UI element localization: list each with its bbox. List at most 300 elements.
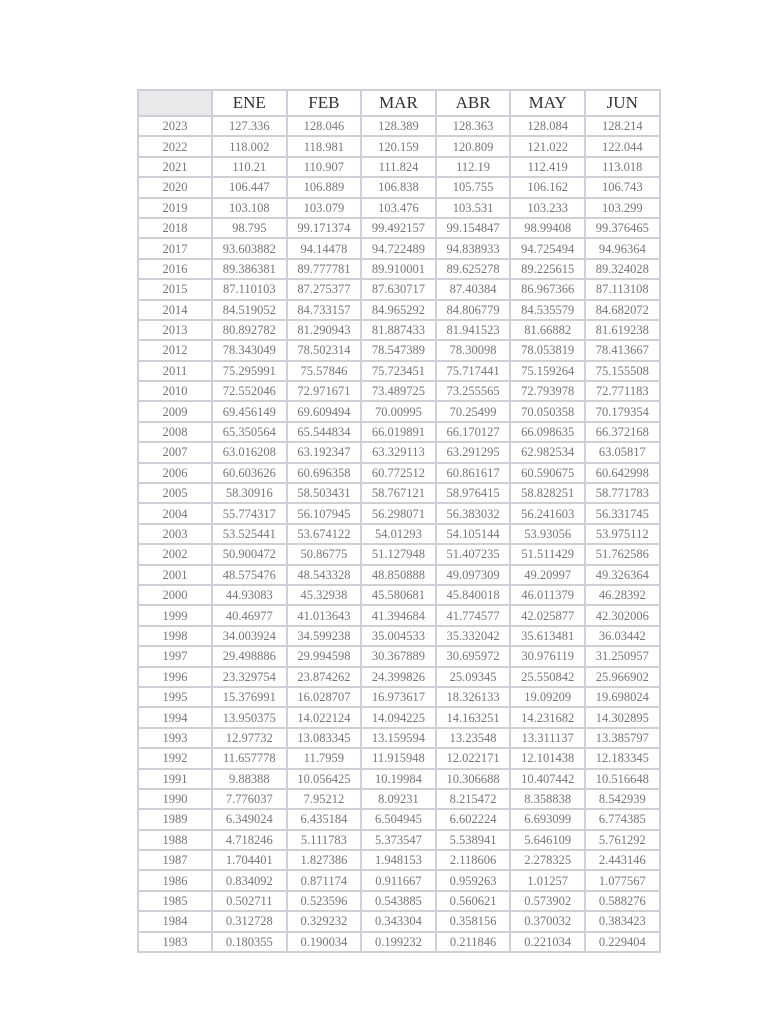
value-cell: 25.966902 bbox=[585, 667, 660, 687]
value-cell: 2.443146 bbox=[585, 850, 660, 870]
year-cell: 2007 bbox=[138, 442, 212, 462]
value-cell: 44.93083 bbox=[212, 585, 287, 605]
value-cell: 46.28392 bbox=[585, 585, 660, 605]
value-cell: 19.698024 bbox=[585, 687, 660, 707]
year-cell: 2005 bbox=[138, 483, 212, 503]
value-cell: 121.022 bbox=[510, 136, 585, 156]
value-cell: 60.696358 bbox=[287, 463, 362, 483]
value-cell: 70.179354 bbox=[585, 401, 660, 421]
value-cell: 63.192347 bbox=[287, 442, 362, 462]
value-cell: 63.329113 bbox=[361, 442, 436, 462]
value-cell: 120.159 bbox=[361, 136, 436, 156]
table-row bbox=[138, 401, 660, 421]
value-cell: 5.538941 bbox=[436, 830, 511, 850]
value-cell: 49.326364 bbox=[585, 565, 660, 585]
value-cell: 10.407442 bbox=[510, 769, 585, 789]
year-cell: 1993 bbox=[138, 728, 212, 748]
value-cell: 13.385797 bbox=[585, 728, 660, 748]
year-cell: 1998 bbox=[138, 626, 212, 646]
value-cell: 29.994598 bbox=[287, 646, 362, 666]
column-header-may: MAY bbox=[510, 90, 585, 116]
value-cell: 72.552046 bbox=[212, 381, 287, 401]
value-cell: 50.86775 bbox=[287, 544, 362, 564]
value-cell: 128.084 bbox=[510, 116, 585, 136]
value-cell: 87.113108 bbox=[585, 279, 660, 299]
year-cell: 2001 bbox=[138, 565, 212, 585]
value-cell: 8.542939 bbox=[585, 789, 660, 809]
value-cell: 60.603626 bbox=[212, 463, 287, 483]
value-cell: 63.05817 bbox=[585, 442, 660, 462]
value-cell: 69.456149 bbox=[212, 401, 287, 421]
value-cell: 70.25499 bbox=[436, 401, 511, 421]
value-cell: 41.774577 bbox=[436, 605, 511, 625]
value-cell: 105.755 bbox=[436, 177, 511, 197]
value-cell: 60.590675 bbox=[510, 463, 585, 483]
value-cell: 98.99408 bbox=[510, 218, 585, 238]
value-cell: 84.682072 bbox=[585, 300, 660, 320]
value-cell: 128.363 bbox=[436, 116, 511, 136]
value-cell: 0.573902 bbox=[510, 891, 585, 911]
value-cell: 103.079 bbox=[287, 198, 362, 218]
table-row bbox=[138, 320, 660, 340]
value-cell: 0.199232 bbox=[361, 932, 436, 952]
value-cell: 1.704401 bbox=[212, 850, 287, 870]
value-cell: 0.329232 bbox=[287, 911, 362, 931]
value-cell: 10.056425 bbox=[287, 769, 362, 789]
value-cell: 12.183345 bbox=[585, 748, 660, 768]
table-row bbox=[138, 565, 660, 585]
value-cell: 66.170127 bbox=[436, 422, 511, 442]
value-cell: 14.231682 bbox=[510, 707, 585, 727]
table-row bbox=[138, 442, 660, 462]
value-cell: 50.900472 bbox=[212, 544, 287, 564]
value-cell: 63.016208 bbox=[212, 442, 287, 462]
table-row bbox=[138, 218, 660, 238]
value-cell: 16.973617 bbox=[361, 687, 436, 707]
value-cell: 46.011379 bbox=[510, 585, 585, 605]
value-cell: 30.695972 bbox=[436, 646, 511, 666]
value-cell: 7.776037 bbox=[212, 789, 287, 809]
value-cell: 98.795 bbox=[212, 218, 287, 238]
value-cell: 127.336 bbox=[212, 116, 287, 136]
table-row bbox=[138, 422, 660, 442]
value-cell: 89.910001 bbox=[361, 259, 436, 279]
table-row bbox=[138, 911, 660, 931]
value-cell: 56.241603 bbox=[510, 503, 585, 523]
table-row bbox=[138, 891, 660, 911]
value-cell: 23.329754 bbox=[212, 667, 287, 687]
value-cell: 49.20997 bbox=[510, 565, 585, 585]
value-cell: 24.399826 bbox=[361, 667, 436, 687]
value-cell: 103.299 bbox=[585, 198, 660, 218]
value-cell: 94.838933 bbox=[436, 238, 511, 258]
table-row bbox=[138, 279, 660, 299]
year-cell: 2021 bbox=[138, 157, 212, 177]
value-cell: 75.57846 bbox=[287, 361, 362, 381]
value-cell: 35.332042 bbox=[436, 626, 511, 646]
value-cell: 60.861617 bbox=[436, 463, 511, 483]
year-cell: 2002 bbox=[138, 544, 212, 564]
value-cell: 63.291295 bbox=[436, 442, 511, 462]
table-header bbox=[138, 90, 660, 116]
value-cell: 106.743 bbox=[585, 177, 660, 197]
value-cell: 16.028707 bbox=[287, 687, 362, 707]
value-cell: 84.965292 bbox=[361, 300, 436, 320]
value-cell: 89.386381 bbox=[212, 259, 287, 279]
value-cell: 53.525441 bbox=[212, 524, 287, 544]
value-cell: 0.911667 bbox=[361, 870, 436, 890]
table-row bbox=[138, 850, 660, 870]
value-cell: 45.580681 bbox=[361, 585, 436, 605]
value-cell: 78.547389 bbox=[361, 340, 436, 360]
value-cell: 18.326133 bbox=[436, 687, 511, 707]
value-cell: 1.01257 bbox=[510, 870, 585, 890]
value-cell: 45.840018 bbox=[436, 585, 511, 605]
value-cell: 10.516648 bbox=[585, 769, 660, 789]
year-cell: 1985 bbox=[138, 891, 212, 911]
year-cell: 1986 bbox=[138, 870, 212, 890]
value-cell: 54.01293 bbox=[361, 524, 436, 544]
value-cell: 75.295991 bbox=[212, 361, 287, 381]
value-cell: 99.492157 bbox=[361, 218, 436, 238]
value-cell: 14.094225 bbox=[361, 707, 436, 727]
value-cell: 0.343304 bbox=[361, 911, 436, 931]
value-cell: 110.21 bbox=[212, 157, 287, 177]
value-cell: 6.774385 bbox=[585, 809, 660, 829]
year-cell: 2008 bbox=[138, 422, 212, 442]
value-cell: 12.97732 bbox=[212, 728, 287, 748]
value-cell: 30.976119 bbox=[510, 646, 585, 666]
table-row bbox=[138, 177, 660, 197]
value-cell: 34.003924 bbox=[212, 626, 287, 646]
table-row bbox=[138, 626, 660, 646]
value-cell: 0.560621 bbox=[436, 891, 511, 911]
table-row bbox=[138, 769, 660, 789]
table-row bbox=[138, 259, 660, 279]
year-cell: 1987 bbox=[138, 850, 212, 870]
value-cell: 8.215472 bbox=[436, 789, 511, 809]
value-cell: 45.32938 bbox=[287, 585, 362, 605]
value-cell: 94.725494 bbox=[510, 238, 585, 258]
table-row bbox=[138, 687, 660, 707]
value-cell: 6.693099 bbox=[510, 809, 585, 829]
year-cell: 1983 bbox=[138, 932, 212, 952]
table-row bbox=[138, 157, 660, 177]
value-cell: 35.613481 bbox=[510, 626, 585, 646]
value-cell: 0.588276 bbox=[585, 891, 660, 911]
column-header-ene: ENE bbox=[212, 90, 287, 116]
value-cell: 11.915948 bbox=[361, 748, 436, 768]
year-cell: 1988 bbox=[138, 830, 212, 850]
table-body bbox=[138, 116, 660, 952]
value-cell: 19.09209 bbox=[510, 687, 585, 707]
value-cell: 73.255565 bbox=[436, 381, 511, 401]
value-cell: 56.331745 bbox=[585, 503, 660, 523]
value-cell: 42.025877 bbox=[510, 605, 585, 625]
value-cell: 87.630717 bbox=[361, 279, 436, 299]
value-cell: 12.022171 bbox=[436, 748, 511, 768]
value-cell: 75.155508 bbox=[585, 361, 660, 381]
value-cell: 120.809 bbox=[436, 136, 511, 156]
value-cell: 15.376991 bbox=[212, 687, 287, 707]
value-cell: 62.982534 bbox=[510, 442, 585, 462]
value-cell: 53.674122 bbox=[287, 524, 362, 544]
value-cell: 103.476 bbox=[361, 198, 436, 218]
value-cell: 93.603882 bbox=[212, 238, 287, 258]
value-cell: 78.413667 bbox=[585, 340, 660, 360]
table-row bbox=[138, 748, 660, 768]
value-cell: 49.097309 bbox=[436, 565, 511, 585]
year-cell: 1997 bbox=[138, 646, 212, 666]
table-row bbox=[138, 544, 660, 564]
value-cell: 0.180355 bbox=[212, 932, 287, 952]
table-row bbox=[138, 116, 660, 136]
value-cell: 6.602224 bbox=[436, 809, 511, 829]
table-row bbox=[138, 381, 660, 401]
value-cell: 78.053819 bbox=[510, 340, 585, 360]
value-cell: 75.159264 bbox=[510, 361, 585, 381]
value-cell: 48.850888 bbox=[361, 565, 436, 585]
value-cell: 94.722489 bbox=[361, 238, 436, 258]
value-cell: 34.599238 bbox=[287, 626, 362, 646]
table-row bbox=[138, 585, 660, 605]
value-cell: 94.14478 bbox=[287, 238, 362, 258]
value-cell: 65.350564 bbox=[212, 422, 287, 442]
value-cell: 112.19 bbox=[436, 157, 511, 177]
year-cell: 2009 bbox=[138, 401, 212, 421]
value-cell: 0.370032 bbox=[510, 911, 585, 931]
value-cell: 25.550842 bbox=[510, 667, 585, 687]
value-cell: 111.824 bbox=[361, 157, 436, 177]
value-cell: 41.394684 bbox=[361, 605, 436, 625]
value-cell: 75.717441 bbox=[436, 361, 511, 381]
value-cell: 55.774317 bbox=[212, 503, 287, 523]
value-cell: 84.519052 bbox=[212, 300, 287, 320]
value-cell: 41.013643 bbox=[287, 605, 362, 625]
value-cell: 78.30098 bbox=[436, 340, 511, 360]
value-cell: 48.543328 bbox=[287, 565, 362, 585]
value-cell: 60.772512 bbox=[361, 463, 436, 483]
value-cell: 70.00995 bbox=[361, 401, 436, 421]
value-cell: 13.950375 bbox=[212, 707, 287, 727]
value-cell: 51.762586 bbox=[585, 544, 660, 564]
value-cell: 0.358156 bbox=[436, 911, 511, 931]
value-cell: 48.575476 bbox=[212, 565, 287, 585]
value-cell: 11.7959 bbox=[287, 748, 362, 768]
value-cell: 103.108 bbox=[212, 198, 287, 218]
year-cell: 2023 bbox=[138, 116, 212, 136]
value-cell: 2.278325 bbox=[510, 850, 585, 870]
value-cell: 75.723451 bbox=[361, 361, 436, 381]
table-row bbox=[138, 198, 660, 218]
value-cell: 58.771783 bbox=[585, 483, 660, 503]
year-cell: 1995 bbox=[138, 687, 212, 707]
value-cell: 6.435184 bbox=[287, 809, 362, 829]
value-cell: 56.298071 bbox=[361, 503, 436, 523]
value-cell: 72.971671 bbox=[287, 381, 362, 401]
value-cell: 89.777781 bbox=[287, 259, 362, 279]
value-cell: 89.625278 bbox=[436, 259, 511, 279]
value-cell: 103.531 bbox=[436, 198, 511, 218]
year-cell: 2011 bbox=[138, 361, 212, 381]
value-cell: 99.154847 bbox=[436, 218, 511, 238]
year-cell: 2015 bbox=[138, 279, 212, 299]
table-row bbox=[138, 524, 660, 544]
year-cell: 2022 bbox=[138, 136, 212, 156]
value-cell: 0.383423 bbox=[585, 911, 660, 931]
year-cell: 2000 bbox=[138, 585, 212, 605]
value-cell: 13.083345 bbox=[287, 728, 362, 748]
value-cell: 5.646109 bbox=[510, 830, 585, 850]
column-header-jun: JUN bbox=[585, 90, 660, 116]
value-cell: 87.110103 bbox=[212, 279, 287, 299]
table-row bbox=[138, 300, 660, 320]
year-cell: 1994 bbox=[138, 707, 212, 727]
value-cell: 72.793978 bbox=[510, 381, 585, 401]
value-cell: 36.03442 bbox=[585, 626, 660, 646]
value-cell: 122.044 bbox=[585, 136, 660, 156]
value-cell: 84.806779 bbox=[436, 300, 511, 320]
value-cell: 106.162 bbox=[510, 177, 585, 197]
value-cell: 51.511429 bbox=[510, 544, 585, 564]
value-cell: 0.221034 bbox=[510, 932, 585, 952]
table-row bbox=[138, 728, 660, 748]
value-cell: 0.211846 bbox=[436, 932, 511, 952]
value-cell: 8.358838 bbox=[510, 789, 585, 809]
value-cell: 0.523596 bbox=[287, 891, 362, 911]
value-cell: 5.111783 bbox=[287, 830, 362, 850]
value-cell: 106.447 bbox=[212, 177, 287, 197]
value-cell: 1.077567 bbox=[585, 870, 660, 890]
year-cell: 1992 bbox=[138, 748, 212, 768]
value-cell: 2.118606 bbox=[436, 850, 511, 870]
header-row bbox=[138, 90, 660, 116]
table-row bbox=[138, 870, 660, 890]
value-cell: 112.419 bbox=[510, 157, 585, 177]
value-cell: 0.312728 bbox=[212, 911, 287, 931]
table-row bbox=[138, 361, 660, 381]
value-cell: 0.871174 bbox=[287, 870, 362, 890]
value-cell: 128.389 bbox=[361, 116, 436, 136]
value-cell: 13.159594 bbox=[361, 728, 436, 748]
value-cell: 1.948153 bbox=[361, 850, 436, 870]
value-cell: 0.502711 bbox=[212, 891, 287, 911]
value-cell: 31.250957 bbox=[585, 646, 660, 666]
value-cell: 56.383032 bbox=[436, 503, 511, 523]
year-cell: 2020 bbox=[138, 177, 212, 197]
value-cell: 0.229404 bbox=[585, 932, 660, 952]
value-cell: 53.93056 bbox=[510, 524, 585, 544]
value-cell: 23.874262 bbox=[287, 667, 362, 687]
value-cell: 81.66882 bbox=[510, 320, 585, 340]
value-cell: 0.543885 bbox=[361, 891, 436, 911]
value-cell: 72.771183 bbox=[585, 381, 660, 401]
value-cell: 30.367889 bbox=[361, 646, 436, 666]
value-cell: 78.343049 bbox=[212, 340, 287, 360]
year-cell: 2012 bbox=[138, 340, 212, 360]
value-cell: 51.127948 bbox=[361, 544, 436, 564]
table-row bbox=[138, 830, 660, 850]
value-cell: 78.502314 bbox=[287, 340, 362, 360]
year-cell: 2017 bbox=[138, 238, 212, 258]
value-cell: 99.171374 bbox=[287, 218, 362, 238]
table-row bbox=[138, 932, 660, 952]
value-cell: 1.827386 bbox=[287, 850, 362, 870]
value-cell: 42.302006 bbox=[585, 605, 660, 625]
table-row bbox=[138, 646, 660, 666]
value-cell: 0.834092 bbox=[212, 870, 287, 890]
value-cell: 5.373547 bbox=[361, 830, 436, 850]
value-cell: 8.09231 bbox=[361, 789, 436, 809]
year-cell: 2018 bbox=[138, 218, 212, 238]
year-cell: 2010 bbox=[138, 381, 212, 401]
value-cell: 7.95212 bbox=[287, 789, 362, 809]
value-cell: 58.828251 bbox=[510, 483, 585, 503]
value-cell: 99.376465 bbox=[585, 218, 660, 238]
value-cell: 84.535579 bbox=[510, 300, 585, 320]
value-cell: 35.004533 bbox=[361, 626, 436, 646]
value-cell: 118.981 bbox=[287, 136, 362, 156]
value-cell: 70.050358 bbox=[510, 401, 585, 421]
value-cell: 5.761292 bbox=[585, 830, 660, 850]
year-cell: 1991 bbox=[138, 769, 212, 789]
value-cell: 80.892782 bbox=[212, 320, 287, 340]
column-header-mar: MAR bbox=[361, 90, 436, 116]
year-cell: 1996 bbox=[138, 667, 212, 687]
value-cell: 94.96364 bbox=[585, 238, 660, 258]
value-cell: 14.163251 bbox=[436, 707, 511, 727]
year-cell: 1989 bbox=[138, 809, 212, 829]
table-row bbox=[138, 463, 660, 483]
year-cell: 2014 bbox=[138, 300, 212, 320]
table-row bbox=[138, 809, 660, 829]
year-cell: 2019 bbox=[138, 198, 212, 218]
year-cell: 1990 bbox=[138, 789, 212, 809]
value-cell: 113.018 bbox=[585, 157, 660, 177]
value-cell: 89.225615 bbox=[510, 259, 585, 279]
value-cell: 13.311137 bbox=[510, 728, 585, 748]
value-cell: 0.959263 bbox=[436, 870, 511, 890]
value-cell: 51.407235 bbox=[436, 544, 511, 564]
value-cell: 54.105144 bbox=[436, 524, 511, 544]
table-row bbox=[138, 503, 660, 523]
value-cell: 87.40384 bbox=[436, 279, 511, 299]
value-cell: 86.967366 bbox=[510, 279, 585, 299]
value-cell: 14.302895 bbox=[585, 707, 660, 727]
value-cell: 6.504945 bbox=[361, 809, 436, 829]
table-row bbox=[138, 483, 660, 503]
value-cell: 81.887433 bbox=[361, 320, 436, 340]
value-cell: 13.23548 bbox=[436, 728, 511, 748]
value-cell: 56.107945 bbox=[287, 503, 362, 523]
value-cell: 81.941523 bbox=[436, 320, 511, 340]
value-cell: 84.733157 bbox=[287, 300, 362, 320]
value-cell: 29.498886 bbox=[212, 646, 287, 666]
value-cell: 110.907 bbox=[287, 157, 362, 177]
corner-cell bbox=[138, 90, 212, 116]
value-cell: 14.022124 bbox=[287, 707, 362, 727]
year-cell: 2004 bbox=[138, 503, 212, 523]
value-cell: 66.098635 bbox=[510, 422, 585, 442]
table-row bbox=[138, 136, 660, 156]
value-cell: 128.214 bbox=[585, 116, 660, 136]
table-row bbox=[138, 707, 660, 727]
value-cell: 58.30916 bbox=[212, 483, 287, 503]
column-header-feb: FEB bbox=[287, 90, 362, 116]
value-cell: 58.976415 bbox=[436, 483, 511, 503]
value-cell: 58.767121 bbox=[361, 483, 436, 503]
value-cell: 12.101438 bbox=[510, 748, 585, 768]
